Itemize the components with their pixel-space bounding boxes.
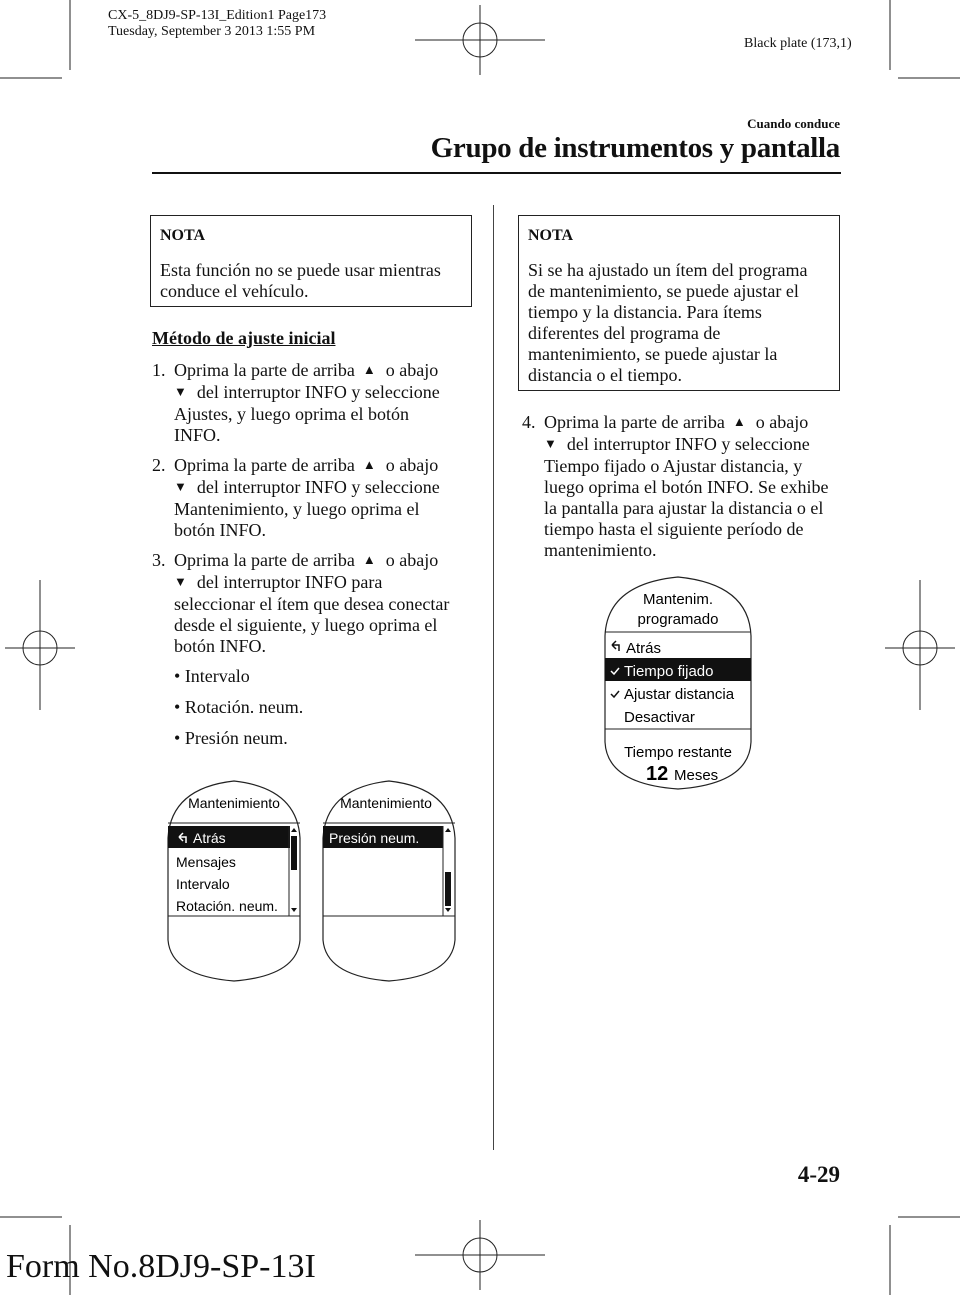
menu-item: Ajustar distancia [624,686,735,703]
menu-item: Desactivar [624,709,695,726]
print-meta-date: Tuesday, September 3 2013 1:55 PM [108,24,316,39]
menu-item: Tiempo fijado [624,663,714,680]
note-line: distancia o el tiempo. [528,365,682,385]
menu-item: Presión neum. [329,830,420,846]
down-arrow-icon: ▼ [174,574,187,589]
display-screen-1 [163,778,305,984]
up-arrow-icon: ▲ [732,414,746,429]
up-arrow-icon: ▲ [362,552,376,567]
up-arrow-icon: ▲ [362,457,376,472]
scrollbar-thumb [291,836,297,870]
down-arrow-icon: ▼ [544,436,557,451]
menu-item: Rotación. neum. [176,898,278,914]
step-2: 2. Oprima la parte de arriba ▲ o abajo ▼ del interruptor INFO y seleccione Mantenimiento, y luego oprima el botón INFO. [152,455,440,540]
column-divider [493,205,494,1150]
note-line: Esta función no se puede usar mientras [160,260,441,280]
note-label: NOTA [528,227,574,244]
remaining-unit: Meses [674,767,719,784]
note-line: Si se ha ajustado un ítem del programa [528,260,808,280]
note-box [518,215,840,391]
method-heading: Método de ajuste inicial [152,328,336,348]
screen-title: Mantenimiento [340,795,432,811]
list-item: • Presión neum. [174,728,288,748]
display-screen-3 [601,574,755,792]
display-screen-2 [318,778,460,984]
note-line: conduce el vehículo. [160,281,309,301]
print-meta-plate: Black plate (173,1) [744,36,852,51]
remaining-value: 12 [646,763,669,785]
step-3: 3. Oprima la parte de arriba ▲ o abajo ▼ del interruptor INFO para seleccionar el ítem que desea conectar desde el siguiente, y luego oprima el botón INFO. [152,550,450,656]
note-line: tiempo y la distancia. Para ítems [528,302,762,322]
header-rule [152,172,841,174]
menu-item: Intervalo [176,876,230,892]
step-4: 4. Oprima la parte de arriba ▲ o abajo ▼ del interruptor INFO y seleccione Tiempo fijado o Ajustar distancia, y luego oprima el botón INFO. Se exhibe la pantalla para ajustar la distancia o el tiempo hasta el siguiente período de mantenimiento. [522,412,829,560]
note-line: de mantenimiento, se puede ajustar el [528,281,799,301]
page-title: Grupo de instrumentos y pantalla [430,132,840,164]
scrollbar-thumb [445,872,451,906]
menu-item: Mensajes [176,854,236,870]
up-arrow-icon: ▲ [362,362,376,377]
menu-item: Atrás [626,640,662,657]
note-line: diferentes del programa de [528,323,721,343]
section-name: Cuando conduce [747,116,840,131]
note-label: NOTA [160,227,206,244]
note-box [150,215,472,307]
list-item: • Rotación. neum. [174,697,304,717]
screen-title: Mantenim. [642,591,714,608]
step-1: 1. Oprima la parte de arriba ▲ o abajo ▼ del interruptor INFO y seleccione Ajustes, y luego oprima el botón INFO. [152,360,440,445]
page-number: 4-29 [797,1162,840,1187]
menu-item: Atrás [193,830,226,846]
screen-subtitle: programado [637,611,719,628]
remaining-label: Tiempo restante [624,744,732,761]
screen-title: Mantenimiento [188,795,280,811]
down-arrow-icon: ▼ [174,479,187,494]
down-arrow-icon: ▼ [174,384,187,399]
form-number: Form No.8DJ9-SP-13I [6,1248,316,1285]
list-item: • Intervalo [174,666,250,686]
print-meta-file: CX-5_8DJ9-SP-13I_Edition1 Page173 [108,8,327,23]
note-line: mantenimiento, se puede ajustar la [528,344,778,364]
